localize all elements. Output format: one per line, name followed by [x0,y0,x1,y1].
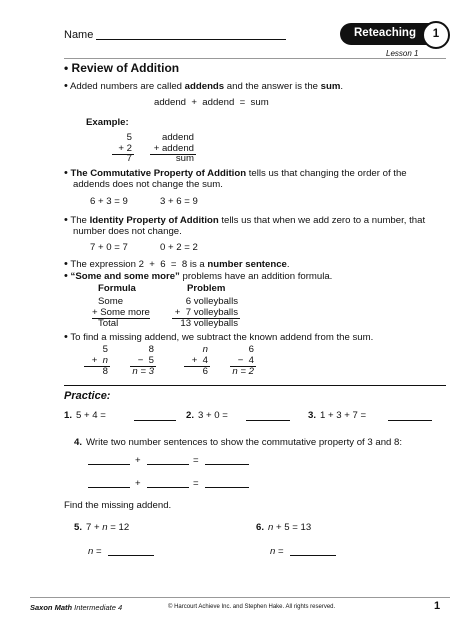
badge-number: 1 [432,28,440,40]
q4-row1-plus: + [135,455,141,466]
q4-row2-equals: = [193,478,199,489]
missing-b-mid: − 5 [137,355,154,366]
commutative-eq2: 3 + 6 = 9 [160,196,198,207]
find-missing-label: Find the missing addend. [64,500,172,511]
practice-label: Practice: [64,390,111,402]
missing-c-mid: + 4 [191,355,208,366]
header-divider [64,58,446,59]
q1-answer-line[interactable] [134,420,176,421]
missing-addend-text: • To find a missing addend, we subtract the known addend from the sum. [64,331,374,343]
identity-text-2: number does not change. [73,226,182,237]
q4-row2-blank-2[interactable] [147,487,189,488]
name-line[interactable] [96,39,286,40]
example-mid: + 2 [118,143,132,154]
q4-row2-blank-3[interactable] [205,487,249,488]
problem-row-1: 6 volleyballs [185,296,238,307]
formula-header: Formula [98,283,136,294]
q4-text: Write two number sentences to show the commutative property of 3 and 8: [86,437,403,448]
missing-d-mid: − 4 [237,355,254,366]
identity-text: • The Identity Property of Addition tells us that when we add zero to a number, that [64,214,426,226]
q1-number: 1. [64,410,73,421]
q2-number: 2. [186,410,195,421]
missing-b-top: 8 [148,344,154,355]
q6-text: n + 5 = 13 [268,522,312,533]
q4-row1-blank-2[interactable] [147,464,189,465]
missing-c-top: n [202,344,208,355]
addition-formula: addend + addend = sum [154,97,269,108]
q4-row1-blank-1[interactable] [88,464,130,465]
q4-row2-blank-1[interactable] [88,487,130,488]
missing-a-res: 8 [102,366,108,377]
badge-label: Reteaching [354,27,416,39]
missing-c-res: 6 [202,366,208,377]
q5-text: 7 + n = 12 [86,522,130,533]
some-more-text: • “Some and some more” problems have an addition formula. [64,270,333,282]
q4-row1-equals: = [193,455,199,466]
missing-d-top: 6 [248,344,254,355]
missing-b-answer: n = 3 [132,366,154,377]
commutative-text: • The Commutative Property of Addition tells us that changing the order of the [64,167,407,179]
q5-number: 5. [74,522,83,533]
q4-row1-blank-3[interactable] [205,464,249,465]
q6-answer-line[interactable] [290,555,336,556]
commutative-text-2: addends does not change the sum. [73,179,223,190]
example-top-word: addend [161,132,194,143]
problem-header: Problem [187,283,226,294]
q3-text: 1 + 3 + 7 = [320,410,367,421]
page-number: 1 [434,600,441,612]
q6-answer-label: n = [270,546,284,557]
q5-answer-label: n = [88,546,102,557]
missing-a-mid: + n [91,355,108,366]
footer-copyright: © Harcourt Achieve Inc. and Stephen Hake. All rights reserved. [168,604,336,610]
example-res-word: sum [175,153,194,164]
q6-number: 6. [256,522,265,533]
q4-row2-plus: + [135,478,141,489]
formula-row-3: Total [98,318,119,329]
problem-row-3: 13 volleyballs [180,318,238,329]
page-title: • Review of Addition [64,61,180,75]
name-label: Name [64,29,94,41]
formula-row-2: + Some more [92,307,150,318]
missing-d-answer: n = 2 [232,366,254,377]
commutative-eq1: 6 + 3 = 9 [90,196,128,207]
formula-row-1: Some [98,296,124,307]
q1-text: 5 + 4 = [76,410,106,421]
example-result: 7 [126,153,132,164]
practice-divider [64,385,446,386]
q4-number: 4. [74,437,83,448]
badge-number-circle [422,21,450,49]
q2-text: 3 + 0 = [198,410,228,421]
identity-eq1: 7 + 0 = 7 [90,242,128,253]
example-top: 5 [126,132,132,143]
identity-eq2: 0 + 2 = 2 [160,242,198,253]
q5-answer-line[interactable] [108,555,154,556]
problem-row-2: + 7 volleyballs [174,307,238,318]
footer-book: Saxon Math Intermediate 4 [30,603,123,612]
example-mid-word: + addend [153,143,194,154]
missing-a-top: 5 [102,344,108,355]
q2-answer-line[interactable] [246,420,290,421]
number-sentence-text: • The expression 2 + 6 = 8 is a number sentence. [64,258,290,270]
footer-divider [30,597,450,598]
q3-number: 3. [308,410,317,421]
example-label: Example: [86,117,129,128]
lesson-label: Lesson 1 [386,49,419,58]
q3-answer-line[interactable] [388,420,432,421]
addends-definition: • Added numbers are called addends and the answer is the sum. [64,80,344,92]
